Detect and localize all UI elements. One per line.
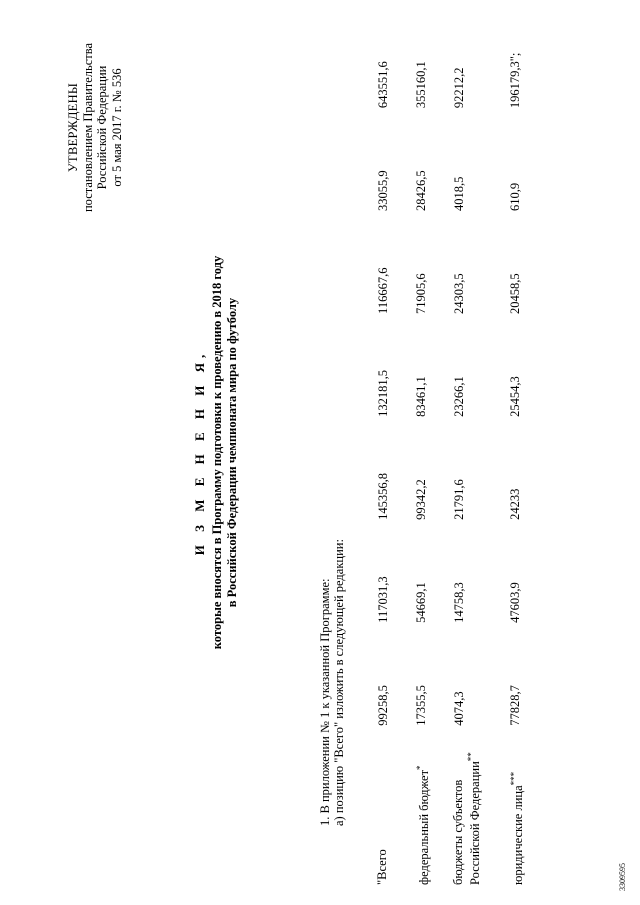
intro-line-1: 1. В приложении № 1 к указанной Программе:	[318, 578, 332, 826]
table-row	[450, 5, 504, 885]
table-cell: 33055,9	[376, 170, 390, 212]
table-cell: 355160,1	[414, 61, 428, 109]
table-cell: 17355,5	[414, 685, 428, 726]
table-row	[374, 5, 412, 885]
table-row	[504, 5, 538, 885]
table-cell: 4074,3	[452, 691, 466, 726]
table-cell: 99258,5	[376, 685, 390, 726]
table-cell: 24303,5	[452, 273, 466, 314]
row-label: федеральный бюджет*	[415, 765, 432, 885]
intro-line-2: а) позицию "Всего" изложить в следующей редакции:	[331, 539, 346, 826]
table-cell: 21791,6	[452, 479, 466, 520]
table-cell: 145356,8	[376, 473, 390, 520]
table-cell: 24233	[508, 488, 522, 520]
row-label: юридические лица***	[509, 771, 526, 885]
table-cell: 92212,2	[452, 67, 466, 109]
table-cell: 643551,6	[376, 61, 390, 109]
funding-table	[374, 5, 538, 885]
row-label: бюджеты субъектов Российской Федерации**	[451, 752, 483, 885]
approved-heading: УТВЕРЖДЕНЫ	[66, 82, 80, 173]
table-cell: 23266,1	[452, 376, 466, 417]
table-cell: 132181,5	[376, 370, 390, 417]
table-cell: 14758,3	[452, 582, 466, 623]
approved-line-3: от 5 мая 2017 г. № 536	[109, 68, 124, 187]
table-cell: 4018,5	[452, 176, 466, 212]
document-title: И З М Е Н Е Н И Я,	[192, 349, 207, 556]
footnote-mark: ***	[509, 771, 519, 786]
table-cell: 610,9	[508, 182, 522, 212]
table-cell: 196179,3";	[508, 52, 522, 109]
table-row	[412, 5, 450, 885]
table-cell: 25454,3	[508, 376, 522, 417]
table-cell: 117031,3	[376, 576, 390, 623]
table-cell: 99342,2	[414, 479, 428, 520]
footnote-mark: **	[466, 752, 476, 762]
row-label: "Всего	[375, 849, 389, 885]
approved-line-1: постановлением Правительства	[80, 42, 95, 213]
approved-line-2: Российской Федерации	[95, 65, 109, 190]
approval-stamp	[66, 30, 124, 225]
subtitle-line-1: которые вносятся в Программу подготовки к проведению в 2018 году	[210, 255, 224, 650]
table-cell: 116667,6	[376, 267, 390, 314]
table-cell: 83461,1	[414, 376, 428, 417]
intro-text	[319, 539, 346, 826]
footnote-mark: *	[415, 765, 425, 770]
table-cell: 77828,7	[508, 685, 522, 726]
subtitle-line-2: в Российской Федерации чемпионата мира по футболу	[225, 297, 239, 608]
table-cell: 54669,1	[414, 582, 428, 623]
table-cell: 20458,5	[508, 273, 522, 314]
document-subtitle	[210, 0, 240, 905]
table-cell: 47603,9	[508, 582, 522, 623]
table-cell: 28426,5	[414, 170, 428, 212]
document-code: 3309595	[618, 863, 627, 891]
table-cell: 71905,6	[414, 273, 428, 314]
